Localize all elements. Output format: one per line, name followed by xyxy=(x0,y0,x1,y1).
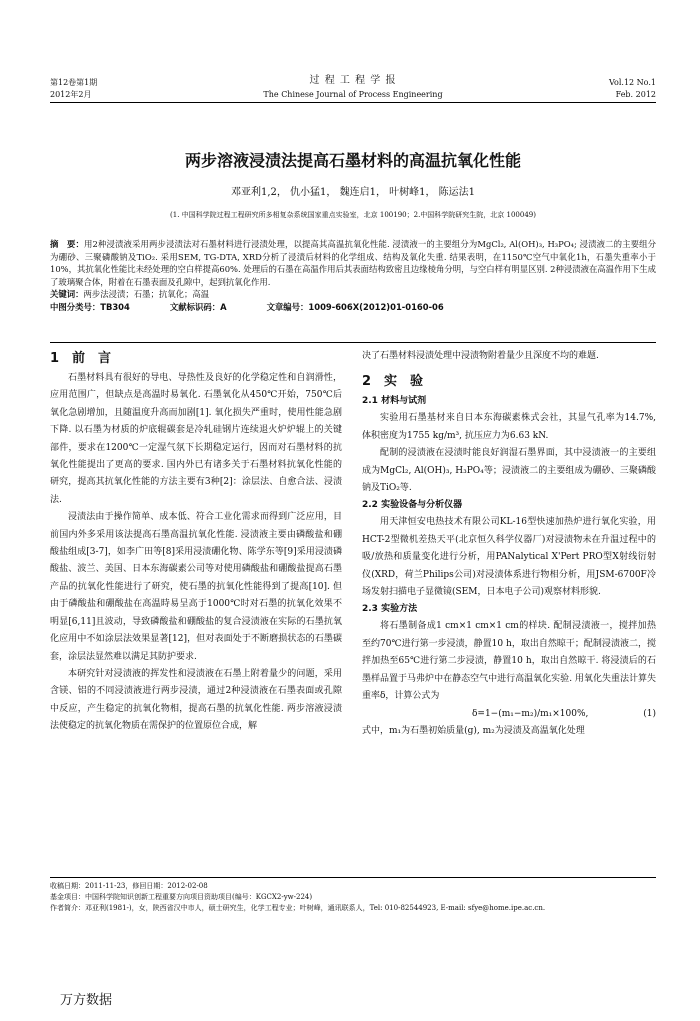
author-list: 邓亚利1,2， 仇小猛1， 魏连启1， 叶树峰1， 陈运法1 xyxy=(230,187,476,198)
intro-paragraph: 浸渍法由于操作简单、成本低、符合工业化需求而得到广泛应用，目前国内外多采用该法提高石墨高温抗氧化性能. 浸渍液主要由磷酸盐和硼酸盐组成[3-7]，如李广田等[8]采用浸渍硼化物、陈学东等[9]采用浸渍磷酸盐、波兰、美国、日本东海碳素公司等对使用磷酸盐和硼酸盐提高石墨产品的抗氧化性能进行了研究，使石墨的抗氧化性能得到了提高[10]. 但由于磷酸盐和硼酸盐在高温時易呈高于1000℃时对石墨的抗氧化效果不明显[6,11]且波动，导致磷酸盐和硼酸盐的复合浸渍液在实际的石墨抗氧化应用中不如涂层法效果显著[12]，但对表面处于不断磨损状态的石墨碳套，涂层法显然难以满足其防护要求. xyxy=(50,512,342,662)
subsection-heading-equipment: 2.2 实验设备与分析仪器 xyxy=(362,500,463,511)
received-date: 收稿日期：2011-11-23，修回日期：2012-02-08 xyxy=(50,882,208,890)
author-info: 作者简介：邓亚利(1981-)，女，陕西省汉中市人，硕士研究生，化学工程专业；叶树峰，通讯联系人，Tel: 010-82544923, E-mail: sfye@home.ipe.ac.cn. xyxy=(50,904,546,912)
body-paragraph: 用天津恒安电热技术有限公司KL-16型快速加热炉进行氧化实验，用HCT-2型微机差热天平(北京恒久科学仪器厂)对浸渍物未在升温过程中的吸/放热和质量变化进行分析，用PANalytical X'Pert PRO型X射线衍射仪(XRD，荷兰Philips公司)对浸渍体系进行物相分析，用JSM-6700F冷场发射扫描电子显微镜(SEM，日本电子公司)观察材料形貌. xyxy=(362,517,656,598)
abstract-label: 摘 要： xyxy=(50,239,85,249)
continued-paragraph: 决了石墨材料浸渍处理中浸渍物附着量少且深度不均的难题. xyxy=(362,351,599,361)
body-paragraph: 将石墨制备成1 cm×1 cm×1 cm的样块. 配制浸渍液一，搅拌加热至约70℃进行第一步浸渍，静置10 h，取出自然晾干；配制浸渍液二，搅拌加热至65℃进行第二步浸渍，静置10 h，取出自然晾干. 将浸渍后的石墨样品置于马弗炉中在静态空气中进行高温氧化实验. 用氧化失重法计算失重率δ，计算公式为 xyxy=(362,621,656,702)
abstract-rule xyxy=(50,342,656,343)
date-en: Feb. 2012 xyxy=(615,90,656,99)
fund-info: 基金项目：中国科学院知识创新工程重要方向项目资助项目(编号：KGCX2-yw-224) xyxy=(50,893,313,901)
body-paragraph: 式中，m₁为石墨初始质量(g), m₂为浸渍及高温氧化处理 xyxy=(362,725,585,736)
document-code: 文献标识码：A xyxy=(169,301,227,312)
subsection-heading-method: 2.3 实验方法 xyxy=(362,604,418,615)
body-paragraph: 配制的浸渍液在浸渍时能良好润湿石墨界面，其中浸渍液一的主要组成为MgCl₂, Al(OH)₃, H₃PO₄等；浸渍液二的主要组成为硼砂、三聚磷酸钠及TiO₂等. xyxy=(362,448,656,494)
equation-row xyxy=(362,706,656,723)
abstract-block xyxy=(50,238,656,313)
header-rule xyxy=(50,102,656,103)
paper-title: 两步溶液浸渍法提高石墨材料的高温抗氧化性能 xyxy=(184,151,521,170)
keywords-label: 关键词： xyxy=(50,289,84,299)
intro-paragraph: 本研究针对浸渍液的挥发性和浸渍液在石墨上附着量少的问题，采用含镁、铝的不同浸渍液进行两步浸渍，通过2种浸渍液在石墨表面或孔隙中反应，产生稳定的抗氧化物相，提高石墨的抗氧化性能. 两步溶液浸渍法使稳定的抗氧化物质在需保护的位置原位合成，解 xyxy=(50,668,342,732)
watermark: 万方数据 xyxy=(60,993,113,1008)
affiliation: (1. 中国科学院过程工程研究所多相复杂系统国家重点实验室，北京 100190；2.中国科学院研究生院，北京 100049) xyxy=(170,211,536,219)
section-heading-introduction: 1 前 言 xyxy=(50,351,112,366)
intro-paragraph: 石墨材料具有很好的导电、导热性及良好的化学稳定性和自润滑性，应用范围广，但缺点是高温时易氧化. 石墨氧化从450℃开始，750℃后氧化急剧增加，且随温度升高而加剧[1]. 氧化损失严重时，使用性能急剧下降. 以石墨为材质的炉底辊碳套是冷轧硅钢片连续退火炉炉辊上的关键部件，要求在1200℃一定湿气氛下长期稳定运行，因而对石墨材料的抗氧化性能提出了更高的要求. 国内外已有诸多关于石墨材料抗氧化性能的研究，提高其抗氧化性能的方法主要有3种[2]：涂层法、自愈合法、浸渍法. xyxy=(50,373,342,505)
date-cn: 2012年2月 xyxy=(50,90,92,99)
left-column xyxy=(50,348,342,736)
volume-issue-cn: 第12卷第1期 xyxy=(50,78,98,87)
abstract-text: 用2种浸渍液采用两步浸渍法对石墨材料进行浸渍处理，以提高其高温抗氧化性能. 浸渍液一的主要组分为MgCl₂, Al(OH)₃, H₃PO₄; 浸渍液二的主要组分为硼砂、三聚磷酸钠及TiO₂. 采用SEM, TG-DTA, XRD分析了浸渍后材料的化学组成、结构及氧化失重. 结果表明，在1150℃空气中氧化1h，石墨失重率小于10%，其抗氧化性能比未经处理的空白样提高60%. 处理后的石墨在高温作用后其表面结构致密且边缘棱角分明，与空白样有明显区别. 2种浸渍液在高温作用下生成了玻璃聚合体，附着在石墨表面及孔隙中，起到抗氧化作用. xyxy=(50,239,656,287)
body-paragraph: 实验用石墨基材来自日本东海碳素株式会社，其显气孔率为14.7%, 体积密度为1755 kg/m³, 抗压应力为6.63 kN. xyxy=(362,413,656,441)
right-column xyxy=(362,348,656,740)
journal-title-cn: 过 程 工 程 学 报 xyxy=(309,75,397,86)
keywords: 两步法浸渍；石墨；抗氧化；高温 xyxy=(83,289,210,299)
footnotes xyxy=(50,881,656,914)
footnote-rule xyxy=(50,877,656,878)
clc-number: 中图分类号：TB304 xyxy=(50,301,130,312)
equation-number: (1) xyxy=(643,708,656,719)
journal-title-en: The Chinese Journal of Process Engineering xyxy=(263,90,443,99)
volume-issue-en: Vol.12 No.1 xyxy=(609,78,656,87)
section-heading-experiment: 2 实 验 xyxy=(362,374,424,390)
article-number: 文章编号：1009-606X(2012)01-0160-06 xyxy=(266,301,444,312)
equation: δ=1−(m₁−m₂)/m₁×100%, xyxy=(472,708,589,719)
subsection-heading-materials: 2.1 材料与试剂 xyxy=(362,396,427,407)
